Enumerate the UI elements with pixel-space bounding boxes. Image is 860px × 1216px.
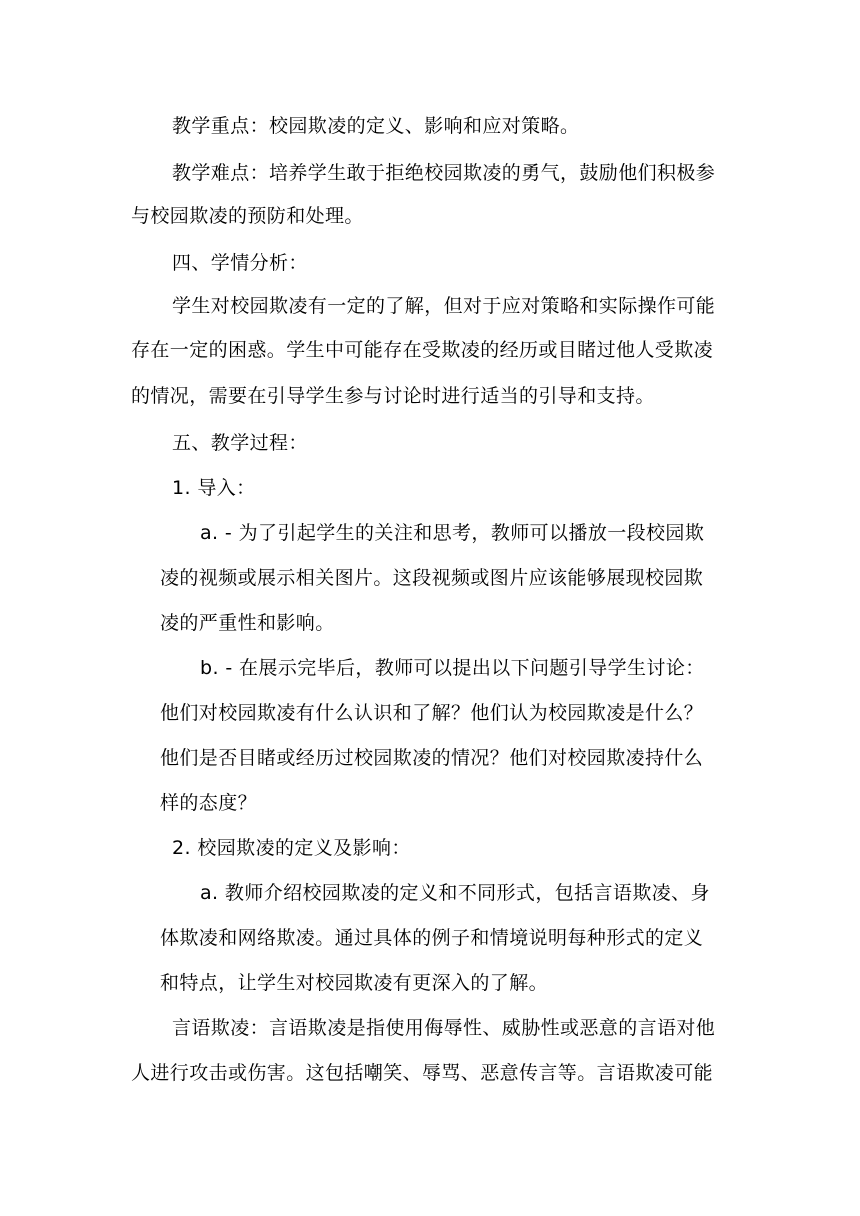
analysis-line-3: 的情况，需要在引导学生参与讨论时进行适当的引导和支持。 (131, 385, 655, 407)
step-2a-line-2: 体欺凌和网络欺凌。通过具体的例子和情境说明每种形式的定义 (160, 927, 704, 949)
step-1b-line-2: 他们对校园欺凌有什么认识和了解？他们认为校园欺凌是什么？ (160, 702, 704, 724)
section-heading-5: 五、教学过程： (172, 432, 308, 454)
verbal-bullying-line-1: 言语欺凌：言语欺凌是指使用侮辱性、威胁性或恶意的言语对他 (172, 1017, 716, 1039)
step-1a-line-2: 凌的视频或展示相关图片。这段视频或图片应该能够展现校园欺 (160, 567, 704, 589)
difficulty-line-1: 教学难点：培养学生敢于拒绝校园欺凌的勇气，鼓励他们积极参 (172, 162, 716, 184)
section-heading-4: 四、学情分析： (172, 252, 308, 274)
verbal-bullying-line-2: 人进行攻击或伤害。这包括嘲笑、辱骂、恶意传言等。言语欺凌可能 (131, 1062, 714, 1084)
difficulty-line-2: 与校园欺凌的预防和处理。 (131, 205, 364, 227)
analysis-line-1: 学生对校园欺凌有一定的了解，但对于应对策略和实际操作可能 (172, 295, 716, 317)
key-points-line: 教学重点：校园欺凌的定义、影响和应对策略。 (172, 115, 580, 137)
step-2a-line-1: a. 教师介绍校园欺凌的定义和不同形式，包括言语欺凌、身 (200, 882, 710, 904)
step-1-heading: 1. 导入： (172, 477, 256, 499)
step-1b-line-3: 他们是否目睹或经历过校园欺凌的情况？他们对校园欺凌持什么 (160, 747, 704, 769)
step-2-heading: 2. 校园欺凌的定义及影响： (172, 837, 411, 859)
step-2a-line-3: 和特点，让学生对校园欺凌有更深入的了解。 (160, 972, 549, 994)
step-1b-line-4: 样的态度？ (160, 792, 258, 814)
step-1b-line-1: b. - 在展示完毕后，教师可以提出以下问题引导学生讨论： (200, 657, 705, 679)
step-1a-line-3: 凌的严重性和影响。 (160, 612, 335, 634)
step-1a-line-1: a. - 为了引起学生的关注和思考，教师可以播放一段校园欺 (200, 522, 705, 544)
analysis-line-2: 存在一定的困惑。学生中可能存在受欺凌的经历或目睹过他人受欺凌 (131, 339, 714, 361)
